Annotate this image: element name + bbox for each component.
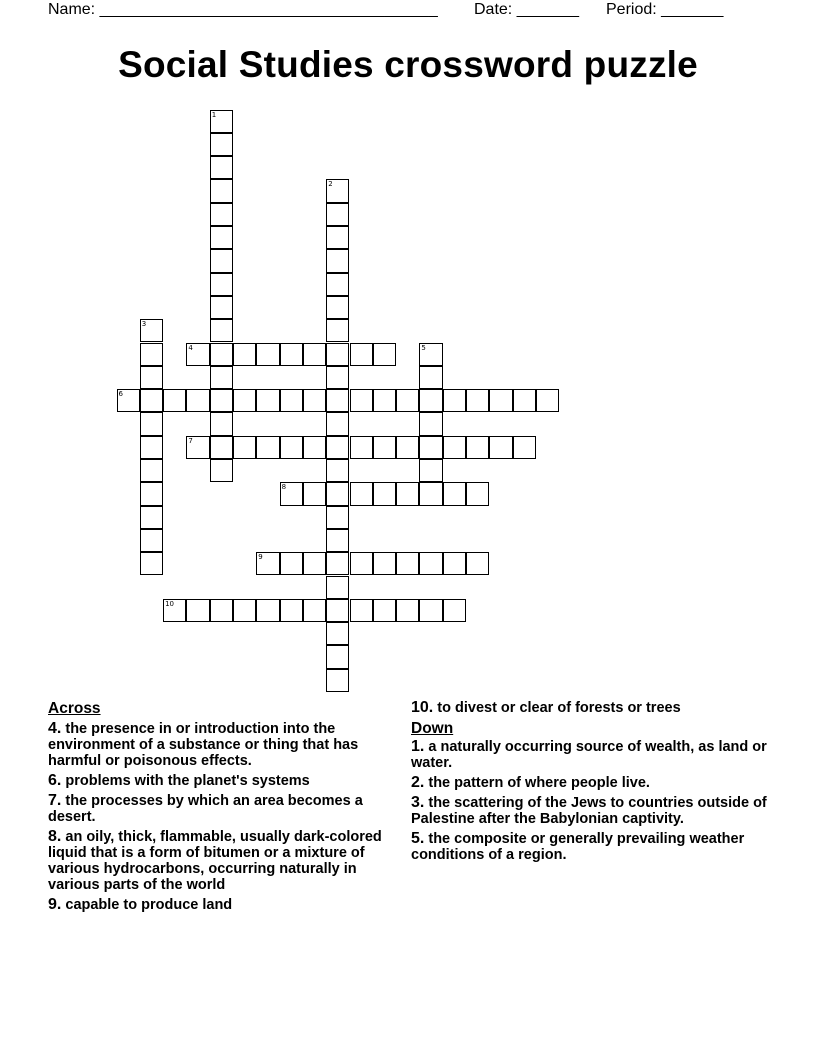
cell-number: 5 (421, 343, 426, 352)
grid-cell[interactable] (326, 319, 349, 342)
grid-cell[interactable] (326, 599, 349, 622)
grid-cell[interactable] (326, 459, 349, 482)
grid-cell[interactable] (233, 389, 256, 412)
clue-item (48, 721, 408, 769)
cell-number: 10 (165, 599, 175, 608)
grid-cell[interactable] (186, 343, 209, 366)
clue-text: capable to produce land (65, 897, 233, 913)
grid-cell[interactable] (326, 203, 349, 226)
name-label: Name: (48, 1, 96, 18)
clue-number: 6. (48, 772, 62, 789)
grid-cell[interactable] (326, 249, 349, 272)
grid-cell[interactable] (419, 459, 442, 482)
grid-cell[interactable] (513, 436, 536, 459)
grid-cell[interactable] (256, 389, 279, 412)
across-clues (48, 700, 408, 917)
clue-item (48, 773, 408, 789)
period-field[interactable] (606, 0, 723, 20)
grid-cell[interactable] (326, 412, 349, 435)
clue-item (411, 831, 771, 863)
clue-number: 9. (48, 896, 62, 913)
grid-cell[interactable] (326, 482, 349, 505)
grid-cell[interactable] (373, 436, 396, 459)
clue-text: an oily, thick, flammable, usually dark-colored liquid that is a form of bitumen or a mixture of various hydrocarbons, occurring naturally in various parts of the world (48, 829, 382, 893)
grid-cell[interactable] (326, 436, 349, 459)
clue-text: the pattern of where people live. (428, 775, 650, 791)
cell-number: 1 (211, 110, 217, 119)
grid-cell[interactable] (163, 599, 186, 622)
grid-cell[interactable] (117, 389, 140, 412)
grid-cell[interactable] (140, 412, 163, 435)
grid-cell[interactable] (140, 389, 163, 412)
grid-cell[interactable] (419, 412, 442, 435)
grid-cell[interactable] (140, 529, 163, 552)
grid-cell[interactable] (280, 389, 303, 412)
grid-cell[interactable] (350, 552, 373, 575)
grid-cell[interactable] (443, 436, 466, 459)
grid-cell[interactable] (466, 482, 489, 505)
grid-cell[interactable] (210, 273, 233, 296)
clue-item (411, 739, 771, 771)
grid-cell[interactable] (210, 296, 233, 319)
grid-cell[interactable] (326, 552, 349, 575)
name-field[interactable] (48, 0, 438, 20)
grid-cell[interactable] (396, 552, 419, 575)
grid-cell[interactable] (210, 319, 233, 342)
clue-number: 5. (411, 830, 425, 847)
grid-cell[interactable] (280, 436, 303, 459)
grid-cell[interactable] (163, 389, 186, 412)
grid-cell[interactable] (326, 273, 349, 296)
grid-cell[interactable] (210, 366, 233, 389)
grid-cell[interactable] (280, 599, 303, 622)
grid-cell[interactable] (303, 436, 326, 459)
grid-cell[interactable] (280, 552, 303, 575)
clue-text: problems with the planet's systems (65, 773, 310, 789)
grid-cell[interactable] (513, 389, 536, 412)
grid-cell[interactable] (419, 366, 442, 389)
grid-cell[interactable] (350, 389, 373, 412)
grid-cell[interactable] (326, 343, 349, 366)
grid-cell[interactable] (140, 319, 163, 342)
grid-cell[interactable] (210, 156, 233, 179)
down-heading: Down (411, 720, 454, 737)
grid-cell[interactable] (489, 436, 512, 459)
grid-cell[interactable] (373, 552, 396, 575)
clue-number: 8. (48, 828, 62, 845)
crossword-grid (117, 110, 577, 700)
grid-cell[interactable] (256, 436, 279, 459)
date-line[interactable]: _______ (516, 1, 579, 18)
cell-number: 4 (188, 343, 193, 352)
period-label: Period: (606, 1, 657, 18)
grid-cell[interactable] (210, 343, 233, 366)
grid-cell[interactable] (466, 389, 489, 412)
cell-number: 6 (118, 390, 123, 399)
grid-cell[interactable] (303, 599, 326, 622)
grid-cell[interactable] (326, 506, 349, 529)
grid-cell[interactable] (210, 110, 233, 133)
grid-cell[interactable] (373, 599, 396, 622)
grid-cell[interactable] (373, 389, 396, 412)
clue-item (48, 897, 408, 913)
name-line[interactable]: ______________________________________ (99, 1, 438, 18)
clue-item (411, 795, 771, 827)
grid-cell[interactable] (419, 552, 442, 575)
grid-cell[interactable] (210, 412, 233, 435)
period-line[interactable]: _______ (661, 1, 724, 18)
grid-cell[interactable] (419, 482, 442, 505)
grid-cell[interactable] (140, 436, 163, 459)
grid-cell[interactable] (326, 669, 349, 692)
clue-text: a naturally occurring source of wealth, as land or water. (411, 739, 767, 771)
cell-number: 2 (328, 180, 333, 189)
grid-cell[interactable] (256, 552, 279, 575)
cell-number: 3 (141, 320, 147, 329)
grid-cell[interactable] (186, 436, 209, 459)
across-heading: Across (48, 700, 101, 717)
grid-cell[interactable] (140, 552, 163, 575)
grid-cell[interactable] (419, 343, 442, 366)
grid-cell[interactable] (419, 389, 442, 412)
grid-cell[interactable] (233, 436, 256, 459)
clue-number: 4. (48, 720, 62, 737)
clue-number: 2. (411, 774, 425, 791)
clue-text: the scattering of the Jews to countries outside of Palestine after the Babylonian captivity. (411, 795, 767, 827)
grid-cell[interactable] (350, 482, 373, 505)
grid-cell[interactable] (210, 133, 233, 156)
grid-cell[interactable] (443, 599, 466, 622)
grid-cell[interactable] (140, 343, 163, 366)
grid-cell[interactable] (419, 436, 442, 459)
clue-item (48, 793, 408, 825)
grid-cell[interactable] (303, 482, 326, 505)
date-field[interactable] (474, 0, 579, 20)
grid-cell[interactable] (326, 529, 349, 552)
grid-cell[interactable] (350, 599, 373, 622)
grid-cell[interactable] (326, 226, 349, 249)
grid-cell[interactable] (210, 389, 233, 412)
grid-cell[interactable] (326, 389, 349, 412)
date-label: Date: (474, 1, 513, 18)
grid-cell[interactable] (396, 389, 419, 412)
grid-cell[interactable] (233, 343, 256, 366)
grid-cell[interactable] (350, 343, 373, 366)
clue-item (411, 700, 771, 716)
grid-cell[interactable] (350, 436, 373, 459)
grid-cell[interactable] (373, 343, 396, 366)
grid-cell[interactable] (210, 249, 233, 272)
grid-cell[interactable] (140, 482, 163, 505)
grid-cell[interactable] (140, 506, 163, 529)
grid-cell[interactable] (466, 436, 489, 459)
grid-cell[interactable] (396, 482, 419, 505)
grid-cell[interactable] (280, 482, 303, 505)
clue-text: the presence in or introduction into the environment of a substance or thing that has harmful or poisonous effects. (48, 721, 359, 769)
grid-cell[interactable] (326, 296, 349, 319)
clue-text: to divest or clear of forests or trees (437, 700, 681, 716)
clue-number: 10. (411, 699, 434, 716)
grid-cell[interactable] (210, 599, 233, 622)
grid-cell[interactable] (140, 366, 163, 389)
grid-cell[interactable] (326, 622, 349, 645)
clue-item (411, 775, 771, 791)
grid-cell[interactable] (326, 576, 349, 599)
grid-cell[interactable] (373, 482, 396, 505)
grid-cell[interactable] (210, 436, 233, 459)
grid-cell[interactable] (303, 552, 326, 575)
grid-cell[interactable] (233, 599, 256, 622)
grid-cell[interactable] (443, 482, 466, 505)
grid-cell[interactable] (326, 366, 349, 389)
right-clue-column (411, 700, 771, 867)
grid-cell[interactable] (210, 226, 233, 249)
cell-number: 8 (281, 483, 287, 492)
grid-cell[interactable] (466, 552, 489, 575)
grid-cell[interactable] (303, 343, 326, 366)
grid-cell[interactable] (326, 645, 349, 668)
clue-number: 7. (48, 792, 62, 809)
grid-cell[interactable] (210, 179, 233, 202)
clue-number: 3. (411, 794, 425, 811)
grid-cell[interactable] (419, 599, 442, 622)
grid-cell[interactable] (303, 389, 326, 412)
grid-cell[interactable] (186, 599, 209, 622)
grid-cell[interactable] (443, 552, 466, 575)
grid-cell[interactable] (186, 389, 209, 412)
cell-number: 9 (258, 553, 263, 562)
grid-cell[interactable] (396, 599, 419, 622)
grid-cell[interactable] (443, 389, 466, 412)
page-title: Social Studies crossword puzzle (118, 44, 698, 85)
cell-number: 7 (188, 436, 193, 445)
grid-cell[interactable] (256, 343, 279, 366)
clue-item (48, 829, 408, 893)
grid-cell[interactable] (280, 343, 303, 366)
grid-cell[interactable] (326, 179, 349, 202)
grid-cell[interactable] (396, 436, 419, 459)
clue-text: the processes by which an area becomes a desert. (48, 793, 363, 825)
grid-cell[interactable] (536, 389, 559, 412)
grid-cell[interactable] (140, 459, 163, 482)
grid-cell[interactable] (210, 203, 233, 226)
clue-number: 1. (411, 738, 425, 755)
grid-cell[interactable] (256, 599, 279, 622)
grid-cell[interactable] (210, 459, 233, 482)
grid-cell[interactable] (489, 389, 512, 412)
clue-text: the composite or generally prevailing weather conditions of a region. (411, 831, 745, 863)
